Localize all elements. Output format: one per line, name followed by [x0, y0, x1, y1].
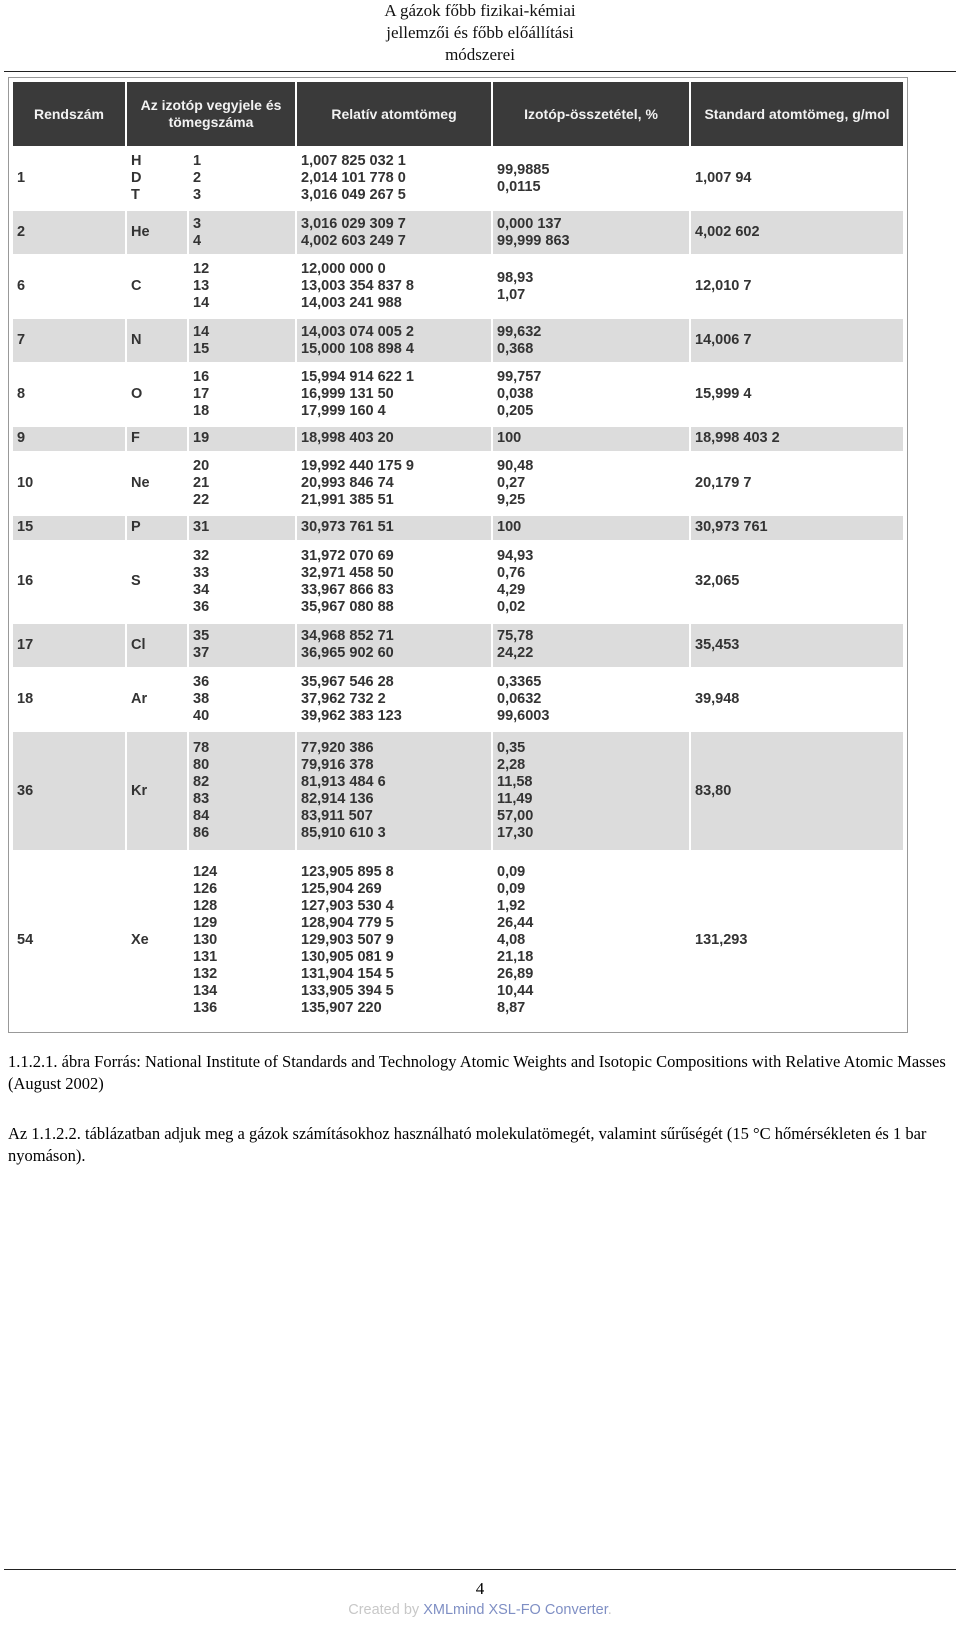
abundance-cell — [493, 669, 689, 730]
page-number: 4 — [475, 1579, 485, 1598]
isotope-table-figure — [8, 77, 908, 1033]
standard-weight-cell: 131,293 — [691, 852, 903, 1028]
mass-number: 18 — [193, 403, 210, 420]
header-divider — [4, 71, 956, 72]
relative-mass-value: 13,003 354 837 8 — [301, 278, 414, 295]
abundance-value: 0,27 — [497, 474, 526, 491]
mass-number: 80 — [193, 757, 210, 774]
abundance-value: 0,205 — [497, 403, 534, 420]
table-row — [13, 211, 903, 253]
relative-mass-value: 82,914 136 — [301, 791, 374, 808]
abundance-cell — [493, 624, 689, 666]
isotope-symbol-cell — [127, 211, 187, 253]
relative-mass-value: 30,973 761 51 — [301, 519, 394, 536]
abundance-cell — [493, 542, 689, 622]
mass-number: 19 — [193, 430, 210, 447]
mass-number-cell — [189, 732, 295, 850]
relative-mass-value: 36,965 902 60 — [301, 645, 394, 662]
isotope-symbol-cell — [127, 148, 187, 209]
standard-weight-cell: 83,80 — [691, 732, 903, 850]
relative-mass-value: 81,913 484 6 — [301, 774, 386, 791]
abundance-value: 10,44 — [497, 982, 534, 999]
mass-number-cell — [189, 852, 295, 1028]
relative-mass-cell — [297, 669, 491, 730]
table-row — [13, 732, 903, 850]
standard-weight-cell: 39,948 — [691, 669, 903, 730]
standard-weight-cell: 30,973 761 — [691, 516, 903, 539]
relative-mass-value: 31,972 070 69 — [301, 547, 394, 564]
relative-mass-value: 123,905 895 8 — [301, 863, 394, 880]
mass-number: 21 — [193, 474, 210, 491]
abundance-value: 21,18 — [497, 948, 534, 965]
relative-mass-value: 18,998 403 20 — [301, 430, 394, 447]
relative-mass-value: 14,003 241 988 — [301, 295, 402, 312]
abundance-value: 94,93 — [497, 547, 534, 564]
abundance-value: 1,07 — [497, 286, 526, 303]
abundance-value: 100 — [497, 519, 522, 536]
abundance-value: 4,29 — [497, 581, 526, 598]
relative-mass-value: 125,904 269 — [301, 880, 382, 897]
relative-mass-cell — [297, 732, 491, 850]
abundance-value: 75,78 — [497, 628, 534, 645]
mass-number-cell — [189, 256, 295, 317]
isotope-symbol: N — [131, 332, 142, 349]
credit-suffix: . — [607, 1602, 612, 1618]
mass-number: 86 — [193, 825, 210, 842]
atomic-number-cell: 2 — [13, 211, 125, 253]
abundance-value: 100 — [497, 430, 522, 447]
isotope-table — [11, 80, 905, 1030]
mass-number: 3 — [193, 215, 202, 232]
mass-number: 36 — [193, 598, 210, 615]
abundance-value: 99,9885 — [497, 161, 550, 178]
mass-number: 131 — [193, 948, 218, 965]
abundance-value: 0,368 — [497, 340, 534, 357]
converter-credit — [0, 1602, 960, 1618]
isotope-symbol: Ne — [131, 474, 150, 491]
mass-number: 38 — [193, 690, 210, 707]
isotope-symbol-cell — [127, 453, 187, 514]
mass-number: 33 — [193, 564, 210, 581]
atomic-number-cell: 7 — [13, 319, 125, 361]
isotope-symbol-cell — [127, 852, 187, 1028]
column-header-isotope-symbol-mass: Az izotóp vegyjele és tömegszáma — [127, 82, 295, 146]
relative-mass-value: 85,910 610 3 — [301, 825, 386, 842]
relative-mass-value: 37,962 732 2 — [301, 690, 386, 707]
abundance-value: 0,35 — [497, 740, 526, 757]
abundance-value: 90,48 — [497, 457, 534, 474]
isotope-symbol: Xe — [131, 931, 149, 948]
standard-weight-cell: 35,453 — [691, 624, 903, 666]
mass-number-cell — [189, 453, 295, 514]
abundance-value: 8,87 — [497, 999, 526, 1016]
isotope-symbol: Ar — [131, 690, 148, 707]
relative-mass-value: 20,993 846 74 — [301, 474, 394, 491]
standard-weight-cell: 32,065 — [691, 542, 903, 622]
abundance-value: 0,0632 — [497, 690, 542, 707]
mass-number: 14 — [193, 323, 210, 340]
isotope-symbol: S — [131, 573, 141, 590]
mass-number: 17 — [193, 386, 210, 403]
abundance-value: 0,3365 — [497, 673, 542, 690]
abundance-value: 26,89 — [497, 965, 534, 982]
table-row — [13, 427, 903, 450]
isotope-symbol: Cl — [131, 636, 146, 653]
abundance-cell — [493, 319, 689, 361]
mass-number: 35 — [193, 628, 210, 645]
column-header-atomic-number: Rendszám — [13, 82, 125, 146]
isotope-symbol: F — [131, 430, 140, 447]
relative-mass-value: 35,967 080 88 — [301, 598, 394, 615]
isotope-symbol-cell — [127, 364, 187, 425]
mass-number-cell — [189, 542, 295, 622]
relative-mass-value: 14,003 074 005 2 — [301, 323, 414, 340]
atomic-number-cell: 1 — [13, 148, 125, 209]
atomic-number-cell: 10 — [13, 453, 125, 514]
relative-mass-value: 15,994 914 622 1 — [301, 369, 414, 386]
mass-number: 40 — [193, 707, 210, 724]
mass-number: 132 — [193, 965, 218, 982]
mass-number-cell — [189, 516, 295, 539]
mass-number: 4 — [193, 232, 202, 249]
table-row — [13, 669, 903, 730]
relative-mass-value: 3,016 029 309 7 — [301, 215, 406, 232]
mass-number-cell — [189, 319, 295, 361]
column-header-relative-mass: Relatív atomtömeg — [297, 82, 491, 146]
relative-mass-value: 17,999 160 4 — [301, 403, 386, 420]
abundance-cell — [493, 852, 689, 1028]
credit-prefix: Created by — [348, 1602, 424, 1618]
relative-mass-cell — [297, 852, 491, 1028]
mass-number: 136 — [193, 999, 218, 1016]
mass-number: 12 — [193, 261, 210, 278]
table-header-row — [13, 82, 903, 146]
relative-mass-value: 130,905 081 9 — [301, 948, 394, 965]
credit-brand: XMLmind XSL-FO Converter — [423, 1602, 608, 1618]
abundance-value: 99,632 — [497, 323, 542, 340]
mass-number: 16 — [193, 369, 210, 386]
table-row — [13, 624, 903, 666]
header-title-line: módszerei — [445, 45, 515, 64]
mass-number: 128 — [193, 897, 218, 914]
relative-mass-value: 83,911 507 — [301, 808, 373, 825]
abundance-value: 98,93 — [497, 269, 534, 286]
relative-mass-cell — [297, 516, 491, 539]
atomic-number-cell: 15 — [13, 516, 125, 539]
relative-mass-value: 127,903 530 4 — [301, 897, 394, 914]
atomic-number-cell: 16 — [13, 542, 125, 622]
relative-mass-value: 131,904 154 5 — [301, 965, 394, 982]
abundance-value: 0,09 — [497, 863, 526, 880]
isotope-symbol: O — [131, 386, 143, 403]
relative-mass-value: 35,967 546 28 — [301, 673, 394, 690]
table-row — [13, 256, 903, 317]
abundance-value: 99,999 863 — [497, 232, 570, 249]
abundance-cell — [493, 427, 689, 450]
abundance-value: 0,09 — [497, 880, 526, 897]
relative-mass-cell — [297, 542, 491, 622]
atomic-number-cell: 18 — [13, 669, 125, 730]
mass-number: 37 — [193, 645, 210, 662]
abundance-value: 0,0115 — [497, 178, 541, 195]
abundance-value: 4,08 — [497, 931, 526, 948]
mass-number-cell — [189, 624, 295, 666]
footer-divider — [4, 1569, 956, 1570]
abundance-value: 99,757 — [497, 369, 542, 386]
mass-number-cell — [189, 211, 295, 253]
page-header — [330, 0, 630, 66]
relative-mass-cell — [297, 624, 491, 666]
relative-mass-value: 16,999 131 50 — [301, 386, 394, 403]
header-title-line: A gázok főbb fizikai-kémiai — [384, 1, 576, 20]
mass-number: 130 — [193, 931, 218, 948]
mass-number: 14 — [193, 295, 210, 312]
standard-weight-cell: 12,010 7 — [691, 256, 903, 317]
column-header-standard-weight: Standard atomtömeg, g/mol — [691, 82, 903, 146]
relative-mass-cell — [297, 148, 491, 209]
atomic-number-cell: 17 — [13, 624, 125, 666]
mass-number: 31 — [193, 519, 210, 536]
abundance-cell — [493, 256, 689, 317]
mass-number: 134 — [193, 982, 218, 999]
relative-mass-cell — [297, 319, 491, 361]
mass-number: 13 — [193, 278, 210, 295]
atomic-number-cell: 54 — [13, 852, 125, 1028]
standard-weight-cell: 20,179 7 — [691, 453, 903, 514]
isotope-symbol-cell — [127, 624, 187, 666]
table-row — [13, 453, 903, 514]
figure-caption: 1.1.2.1. ábra Forrás: National Institute of Standards and Technology Atomic Weights and Isotopic Compositions with Relative Atomic Masses (August 2002) — [8, 1052, 946, 1093]
relative-mass-value: 3,016 049 267 5 — [301, 187, 406, 204]
table-body — [13, 148, 903, 1028]
abundance-value: 99,6003 — [497, 707, 550, 724]
abundance-value: 0,000 137 — [497, 215, 562, 232]
relative-mass-cell — [297, 427, 491, 450]
relative-mass-cell — [297, 453, 491, 514]
table-row — [13, 148, 903, 209]
abundance-value: 11,58 — [497, 774, 533, 791]
abundance-cell — [493, 148, 689, 209]
table-row — [13, 319, 903, 361]
mass-number: 124 — [193, 863, 218, 880]
mass-number: 84 — [193, 808, 210, 825]
standard-weight-cell: 1,007 94 — [691, 148, 903, 209]
isotope-symbol-cell — [127, 319, 187, 361]
table-row — [13, 852, 903, 1028]
relative-mass-value: 1,007 825 032 1 — [301, 153, 406, 170]
relative-mass-value: 128,904 779 5 — [301, 914, 394, 931]
isotope-symbol-cell — [127, 256, 187, 317]
standard-weight-cell: 14,006 7 — [691, 319, 903, 361]
isotope-symbol: C — [131, 278, 142, 295]
isotope-symbol-cell — [127, 732, 187, 850]
abundance-cell — [493, 516, 689, 539]
standard-weight-cell: 18,998 403 2 — [691, 427, 903, 450]
relative-mass-value: 32,971 458 50 — [301, 564, 394, 581]
abundance-value: 57,00 — [497, 808, 534, 825]
mass-number: 82 — [193, 774, 210, 791]
table-row — [13, 542, 903, 622]
isotope-symbol: Kr — [131, 782, 148, 799]
atomic-number-cell: 8 — [13, 364, 125, 425]
relative-mass-value: 4,002 603 249 7 — [301, 232, 406, 249]
abundance-value: 0,76 — [497, 564, 526, 581]
table-row — [13, 364, 903, 425]
abundance-value: 11,49 — [497, 791, 533, 808]
mass-number: 2 — [193, 170, 202, 187]
mass-number: 32 — [193, 547, 210, 564]
relative-mass-value: 19,992 440 175 9 — [301, 457, 414, 474]
abundance-value: 0,038 — [497, 386, 534, 403]
relative-mass-value: 135,907 220 — [301, 999, 382, 1016]
relative-mass-value: 15,000 108 898 4 — [301, 340, 414, 357]
mass-number-cell — [189, 669, 295, 730]
relative-mass-value: 133,905 394 5 — [301, 982, 394, 999]
relative-mass-value: 34,968 852 71 — [301, 628, 394, 645]
atomic-number-cell: 9 — [13, 427, 125, 450]
abundance-cell — [493, 453, 689, 514]
mass-number: 34 — [193, 581, 210, 598]
isotope-symbol-cell — [127, 427, 187, 450]
mass-number: 20 — [193, 457, 210, 474]
relative-mass-cell — [297, 211, 491, 253]
mass-number: 22 — [193, 491, 210, 508]
abundance-cell — [493, 211, 689, 253]
mass-number: 83 — [193, 791, 210, 808]
isotope-symbol: H — [131, 153, 142, 170]
mass-number-cell — [189, 427, 295, 450]
atomic-number-cell: 6 — [13, 256, 125, 317]
relative-mass-value: 12,000 000 0 — [301, 261, 386, 278]
relative-mass-value: 21,991 385 51 — [301, 491, 394, 508]
mass-number-cell — [189, 148, 295, 209]
atomic-number-cell: 36 — [13, 732, 125, 850]
isotope-symbol-cell — [127, 516, 187, 539]
isotope-symbol-cell — [127, 542, 187, 622]
abundance-cell — [493, 364, 689, 425]
isotope-symbol: He — [131, 224, 150, 241]
mass-number: 126 — [193, 880, 218, 897]
relative-mass-value: 77,920 386 — [301, 740, 374, 757]
mass-number: 129 — [193, 914, 218, 931]
abundance-value: 24,22 — [497, 645, 534, 662]
relative-mass-value: 79,916 378 — [301, 757, 374, 774]
abundance-cell — [493, 732, 689, 850]
body-paragraph: Az 1.1.2.2. táblázatban adjuk meg a gázok számításokhoz használható molekulatömegét, valamint sűrűségét (15 °C hőmérsékleten és 1 bar nyomáson). — [8, 1124, 927, 1165]
mass-number: 3 — [193, 187, 202, 204]
abundance-value: 2,28 — [497, 757, 526, 774]
mass-number: 78 — [193, 740, 210, 757]
relative-mass-value: 2,014 101 778 0 — [301, 170, 406, 187]
abundance-value: 0,02 — [497, 598, 526, 615]
relative-mass-value: 33,967 866 83 — [301, 581, 394, 598]
mass-number: 36 — [193, 673, 210, 690]
table-row — [13, 516, 903, 539]
relative-mass-value: 39,962 383 123 — [301, 707, 402, 724]
mass-number-cell — [189, 364, 295, 425]
column-header-abundance: Izotóp-összetétel, % — [493, 82, 689, 146]
isotope-symbol: D — [131, 170, 142, 187]
abundance-value: 1,92 — [497, 897, 526, 914]
relative-mass-value: 129,903 507 9 — [301, 931, 394, 948]
relative-mass-cell — [297, 364, 491, 425]
abundance-value: 9,25 — [497, 491, 526, 508]
mass-number: 1 — [193, 153, 202, 170]
isotope-symbol: P — [131, 519, 141, 536]
isotope-symbol: T — [131, 187, 140, 204]
header-title-line: jellemzői és főbb előállítási — [386, 23, 574, 42]
standard-weight-cell: 15,999 4 — [691, 364, 903, 425]
standard-weight-cell: 4,002 602 — [691, 211, 903, 253]
mass-number: 15 — [193, 340, 210, 357]
isotope-symbol-cell — [127, 669, 187, 730]
abundance-value: 26,44 — [497, 914, 534, 931]
abundance-value: 17,30 — [497, 825, 534, 842]
relative-mass-cell — [297, 256, 491, 317]
